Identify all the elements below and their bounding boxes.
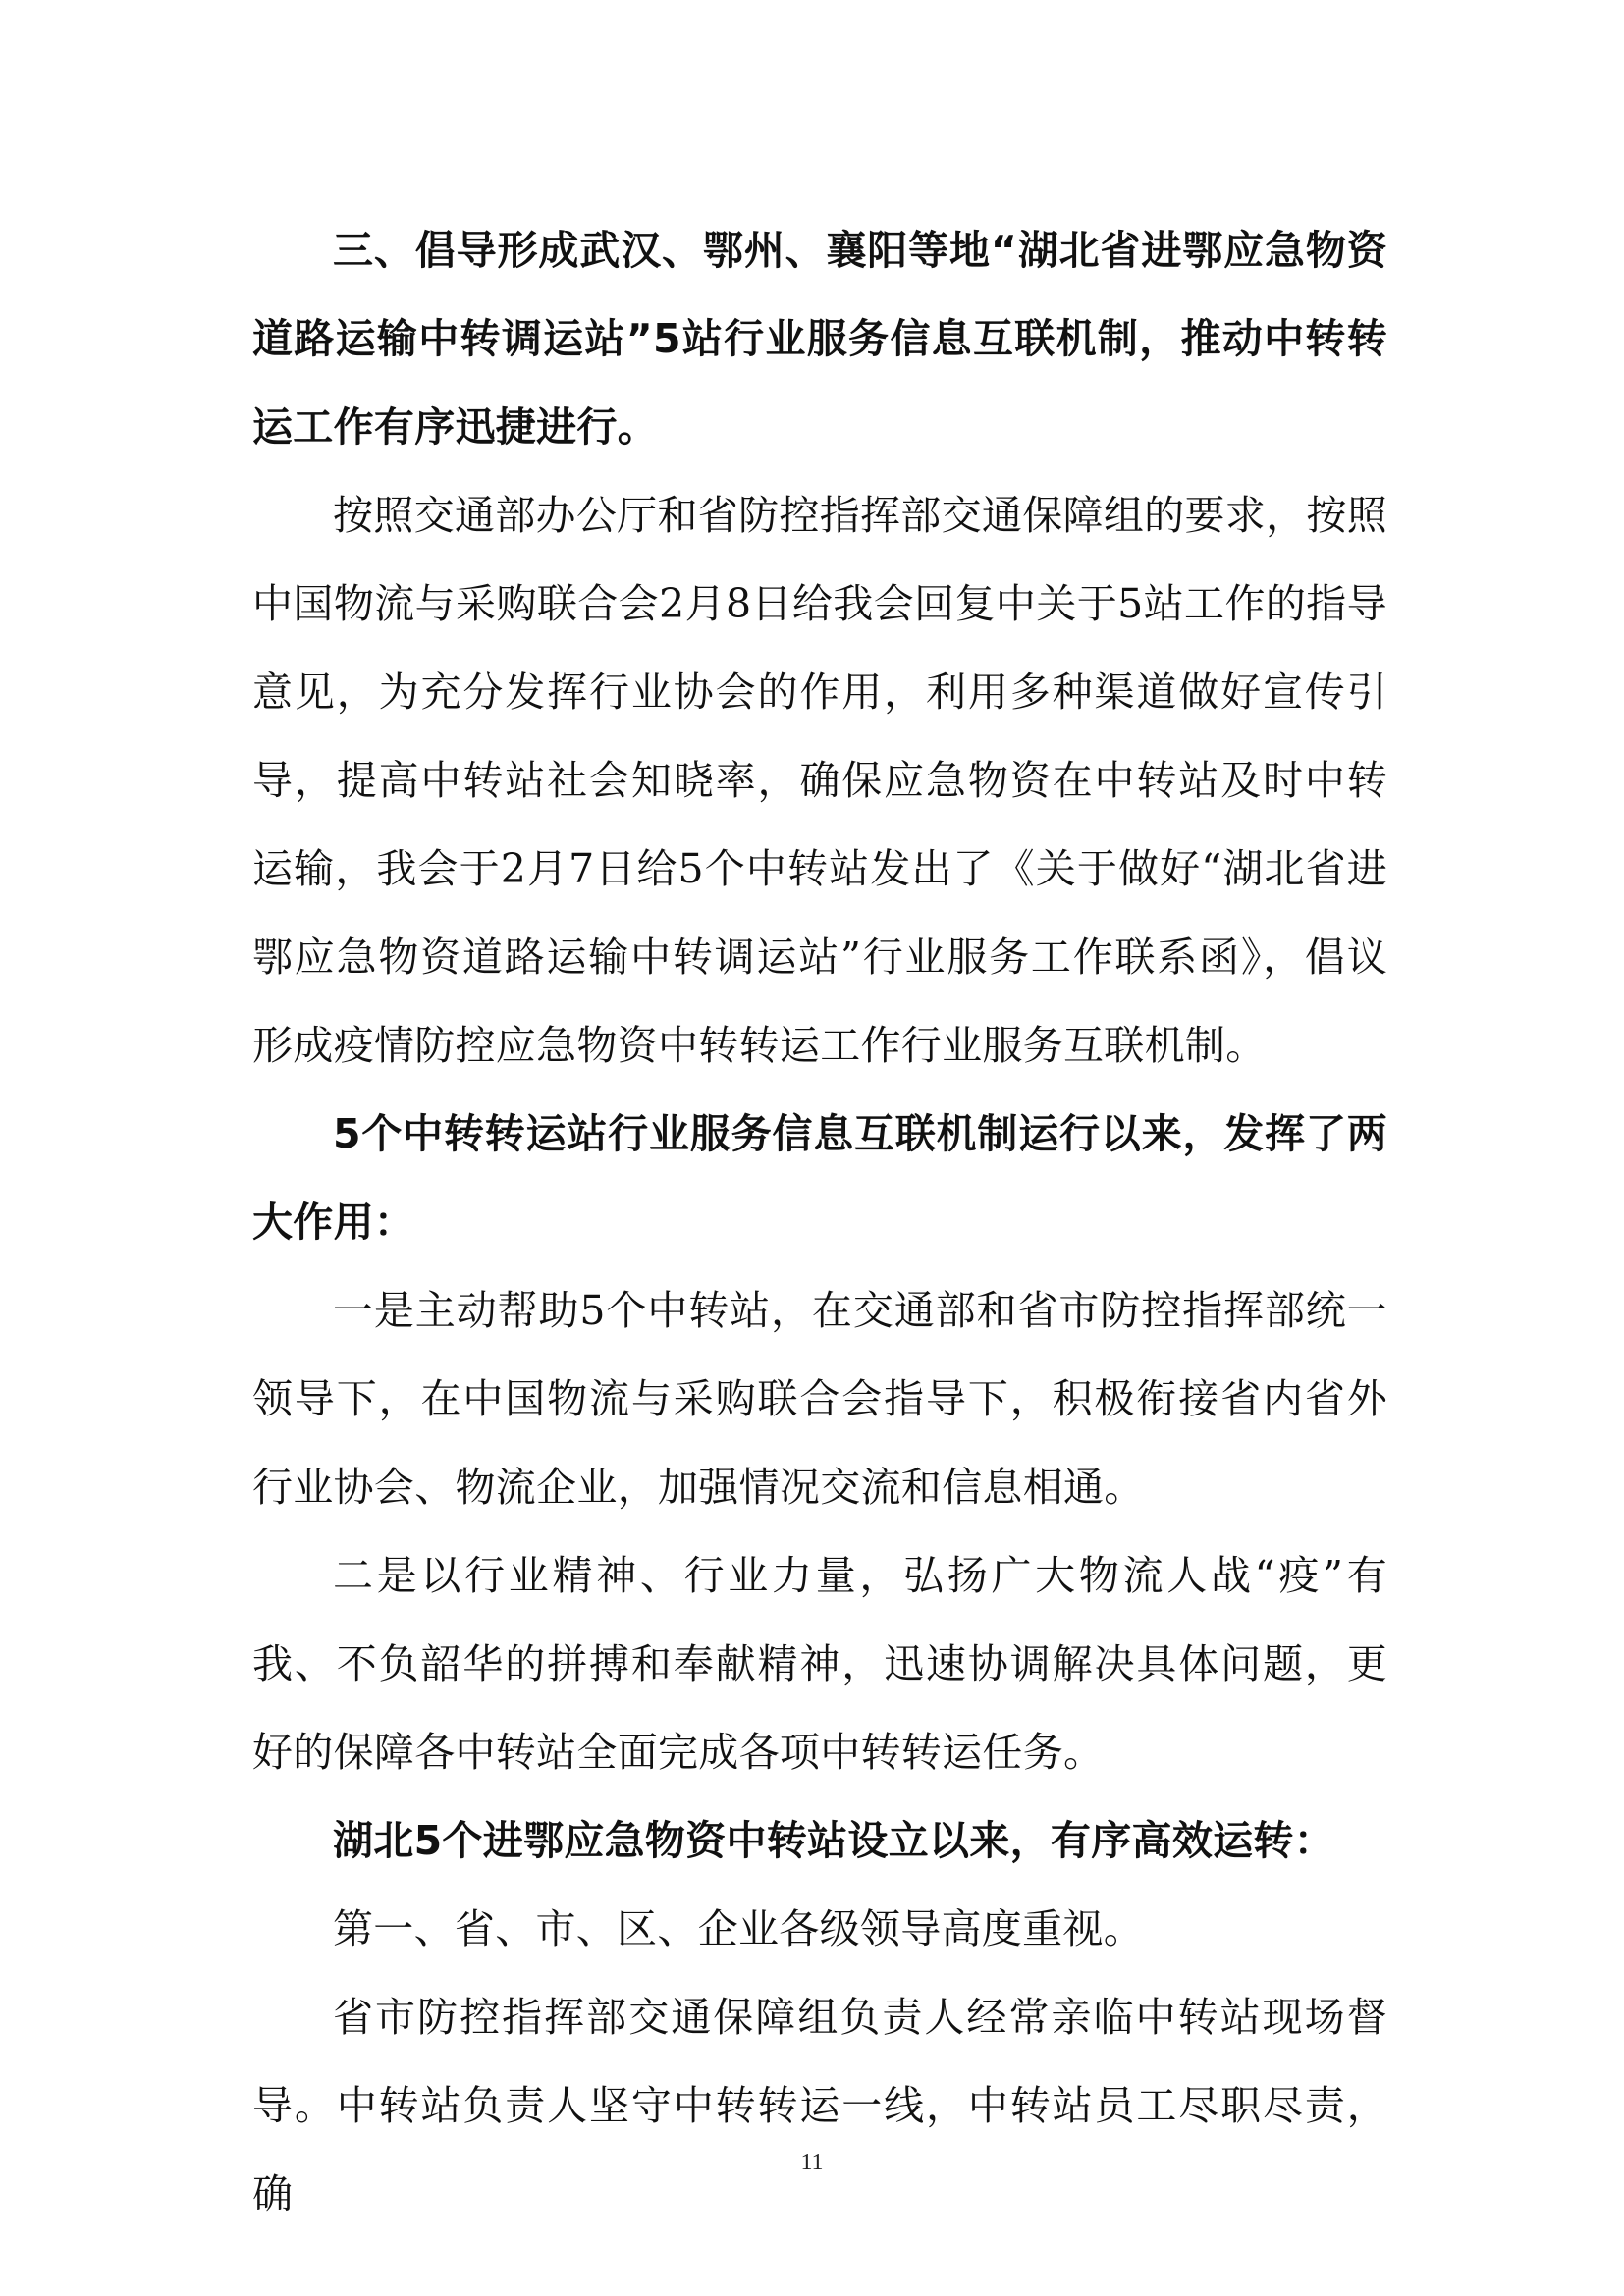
paragraph-role-two: 二是以行业精神、行业力量，弘扬广大物流人战“疫”有我、不负韶华的拼搏和奉献精神，迅速协调解决具体问题，更好的保障各中转站全面完成各项中转转运任务。 [252, 1552, 1387, 1776]
paragraph-supervision: 省市防控指挥部交通保障组负责人经常亲临中转站现场督导。中转站负责人坚守中转转运一线，中转站员工尽职尽责，确 [252, 1994, 1387, 2217]
paragraph-role-one: 一是主动帮助5个中转站，在交通部和省市防控指挥部统一领导下，在中国物流与采购联合会指导下，积极衔接省内省外行业协会、物流企业，加强情况交流和信息相通。 [252, 1287, 1387, 1511]
paragraph-point-one: 第一、省、市、区、企业各级领导高度重视。 [333, 1905, 1144, 1952]
paragraph-instructions: 按照交通部办公厅和省防控指挥部交通保障组的要求，按照中国物流与采购联合会2月8日给我会回复中关于5站工作的指导意见，为充分发挥行业协会的作用，利用多种渠道做好宣传引导，提高中转站社会知晓率，确保应急物资在中转站及时中转运输，我会于2月7日给5个中转站发出了《关于做好“湖北省进鄂应急物资道路运输中转调运站”行业服务工作联系函》，倡议形成疫情防控应急物资中转转运工作行业服务互联机制。 [252, 492, 1387, 1069]
paragraph-stations-summary: 湖北5个进鄂应急物资中转站设立以来，有序高效运转： [333, 1817, 1335, 1864]
document-body [252, 206, 1387, 2238]
page-number: 11 [800, 2150, 824, 2175]
paragraph-two-roles: 5个中转转运站行业服务信息互联机制运行以来，发挥了两大作用： [252, 1110, 1387, 1246]
section-heading: 三、倡导形成武汉、鄂州、襄阳等地“湖北省进鄂应急物资道路运输中转调运站”5站行业服务信息互联机制，推动中转转运工作有序迅捷进行。 [252, 227, 1387, 451]
